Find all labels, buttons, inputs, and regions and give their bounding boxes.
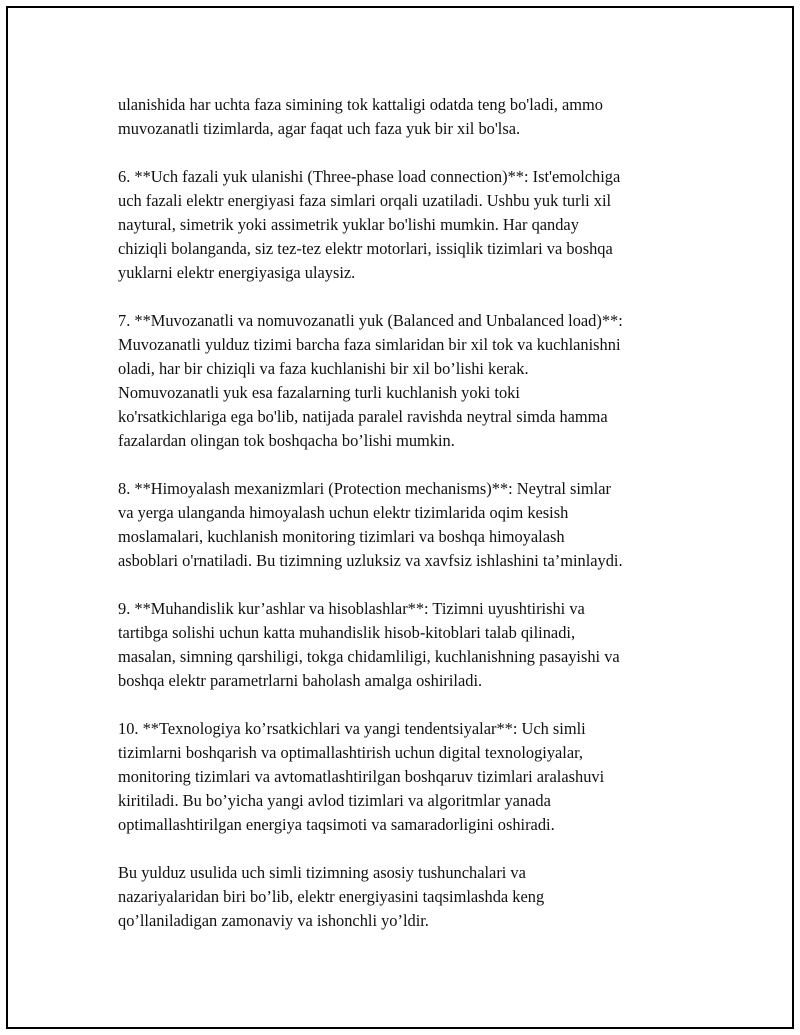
paragraph-item-6: 6. **Uch fazali yuk ulanishi (Three-phase load connection)**: Ist'emolchiga uch fazali elektr energiyasi faza simlari orqali uzatiladi. Ushbu yuk turli xil naytural, simetrik yoki assimetrik yuklar bo'lishi mumkin. Har qanday chiziqli bolanganda, siz tez-tez elektr motorlari, issiqlik tizimlari va boshqa yuklarni elektr energiyasiga ulaysiz. — [118, 167, 621, 282]
paragraph-item-8: 8. **Himoyalash mexanizmlari (Protection mechanisms)**: Neytral simlar va yerga ulanganda himoyalash uchun elektr tizimlarida oqim kesish moslamalari, kuchlanish monitoring tizimlari va boshqa himoyalash asboblari o'rnatiladi. Bu tizimning uzluksiz va xavfsiz ishlashini ta’minlaydi. — [118, 479, 623, 570]
paragraph-conclusion: Bu yulduz usulida uch simli tizimning asosiy tushunchalari va nazariyalaridan biri bo’lib, elektr energiyasini taqsimlashda keng qo’llaniladigan zamonaviy va ishonchli yo’ldir. — [118, 863, 545, 930]
paragraph-item-7: 7. **Muvozanatli va nomuvozanatli yuk (Balanced and Unbalanced load)**: Muvozanatli yulduz tizimi barcha faza simlaridan bir xil tok va kuchlanishni oladi, har bir chiziqli va faza kuchlanishi bir xil bo’lishi kerak. Nomuvozanatli yuk esa fazalarning turli kuchlanish yoki toki ko'rsatkichlariga ega bo'lib, natijada paralel ravishda neytral simda hamma fazalardan olingan tok boshqacha bo’lishi mumkin. — [118, 311, 623, 450]
document-body — [118, 93, 688, 933]
paragraph-item-9: 9. **Muhandislik kur’ashlar va hisoblashlar**: Tizimni uyushtirishi va tartibga solishi uchun katta muhandislik hisob-kitoblari talab qilinadi, masalan, simning qarshiligi, tokga chidamliligi, kuchlanishning pasayishi va boshqa elektr parametrlarni baholash amalga oshiriladi. — [118, 599, 620, 690]
paragraph-item-10: 10. **Texnologiya ko’rsatkichlari va yangi tendentsiyalar**: Uch simli tizimlarni boshqarish va optimallashtirish uchun digital texnologiyalar, monitoring tizimlari va avtomatlashtirilgan boshqaruv tizimlari aralashuvi kiritiladi. Bu bo’yicha yangi avlod tizimlari va algoritmlar yanada optimallashtirilgan energiya taqsimoti va samaradorligini oshiradi. — [118, 719, 605, 834]
paragraph-continuation: ulanishida har uchta faza simining tok kattaligi odatda teng bo'ladi, ammo muvozanatli tizimlarda, agar faqat uch faza yuk bir xil bo'lsa. — [118, 95, 603, 138]
